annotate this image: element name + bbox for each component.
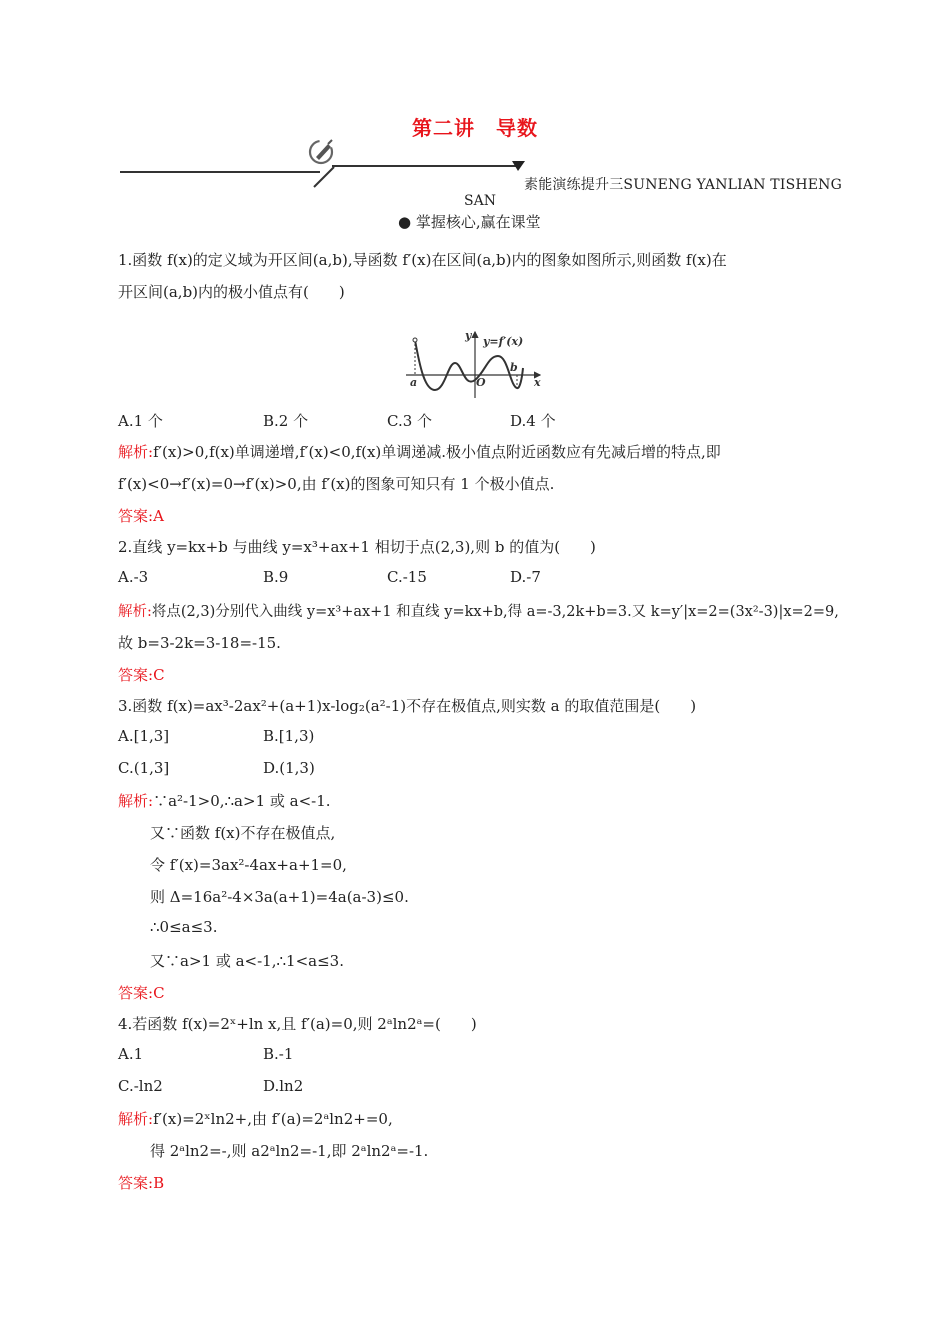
q2-analysis-line2: 故 b=3-2k=3-18=-15.: [118, 634, 281, 652]
q3-option-d[interactable]: D.(1,3): [263, 759, 315, 777]
q1-option-d[interactable]: D.4 个: [510, 412, 556, 430]
banner-text: 素能演练提升三SUNENG YANLIAN TISHENG: [524, 177, 843, 193]
q3-analysis-line1: 解析:∵a²-1>0,∴a>1 或 a<-1.: [118, 792, 331, 810]
q2-answer: 答案:C: [118, 666, 165, 684]
q1-option-c[interactable]: C.3 个: [387, 412, 433, 430]
q2-option-b[interactable]: B.9: [263, 568, 289, 586]
q4-option-d[interactable]: D.ln2: [263, 1077, 304, 1095]
q4-answer: 答案:B: [118, 1174, 165, 1192]
q4-stem: 4.若函数 f(x)=2ˣ+ln x,且 f′(a)=0,则 2ᵃln2ᵃ=( ): [118, 1015, 477, 1033]
label-o: O: [476, 376, 486, 389]
label-y: y: [465, 329, 472, 342]
q2-option-c[interactable]: C.-15: [387, 568, 427, 586]
motto-text: 掌握核心,赢在课堂: [415, 213, 541, 231]
q1-analysis-line1: 解析:f′(x)>0,f(x)单调递增,f′(x)<0,f(x)单调递减.极小值点附近函数应有先减后增的特点,即: [118, 443, 721, 461]
q1-option-b[interactable]: B.2 个: [263, 412, 309, 430]
q2-option-a[interactable]: A.-3: [118, 568, 149, 586]
banner-text-cont: SAN: [464, 193, 496, 209]
bullet-icon: ●: [398, 213, 412, 231]
q4-analysis-line2: 得 2ᵃln2=-,则 a2ᵃln2=-1,即 2ᵃln2ᵃ=-1.: [150, 1142, 429, 1160]
q3-answer: 答案:C: [118, 984, 165, 1002]
analysis-label: 解析:: [118, 792, 154, 810]
q2-option-d[interactable]: D.-7: [510, 568, 541, 586]
q4-analysis-line1: 解析:f′(x)=2ˣln2+,由 f′(a)=2ᵃln2+=0,: [118, 1110, 393, 1128]
label-b: b: [510, 361, 518, 374]
q1-stem-line2: 开区间(a,b)内的极小值点有( ): [118, 283, 345, 301]
page-title: 第二讲 导数: [412, 116, 538, 140]
analysis-label: 解析:: [118, 1110, 154, 1128]
banner-line-left: [120, 171, 320, 173]
motto: [398, 211, 541, 232]
banner-arrow-icon: [512, 160, 526, 172]
pen-logo-icon: [306, 137, 338, 167]
q3-option-a[interactable]: A.[1,3]: [118, 727, 170, 745]
q4-option-b[interactable]: B.-1: [263, 1045, 294, 1063]
q1-answer: 答案:A: [118, 507, 164, 525]
a-open-point: [413, 338, 417, 342]
q2-analysis-line1: 解析:将点(2,3)分别代入曲线 y=x³+ax+1 和直线 y=kx+b,得 a=-3,2k+b=3.又 k=y′|x=2=(3x²-3)|x=2=9,: [118, 604, 839, 620]
label-a: a: [410, 376, 418, 389]
analysis-label: 解析:: [118, 443, 154, 461]
q4-option-a[interactable]: A.1: [118, 1045, 144, 1063]
banner-line-slant: [312, 165, 342, 189]
q3-step-1: 又∵函数 f(x)不存在极值点,: [150, 824, 336, 842]
q3-step-3: 则 Δ=16a²-4×3a(a+1)=4a(a-3)≤0.: [150, 888, 409, 906]
label-func: y=f′(x): [483, 335, 524, 348]
q3-step-5: 又∵a>1 或 a<-1,∴1<a≤3.: [150, 952, 344, 970]
banner-line-right: [332, 165, 516, 167]
q1-analysis-line2: f′(x)<0→f′(x)=0→f′(x)>0,由 f′(x)的图象可知只有 1 个极小值点.: [118, 475, 555, 493]
q3-option-c[interactable]: C.(1,3]: [118, 759, 170, 777]
q3-step-2: 令 f′(x)=3ax²-4ax+a+1=0,: [150, 856, 347, 874]
label-x: x: [534, 376, 541, 389]
q1-option-a[interactable]: A.1 个: [118, 412, 163, 430]
q3-option-b[interactable]: B.[1,3): [263, 727, 315, 745]
q1-derivative-graph: [400, 328, 560, 406]
q1-stem-line1: 1.函数 f(x)的定义域为开区间(a,b),导函数 f′(x)在区间(a,b)内的图象如图所示,则函数 f(x)在: [118, 251, 727, 269]
q3-stem: 3.函数 f(x)=ax³-2ax²+(a+1)x-log₂(a²-1)不存在极值点,则实数 a 的取值范围是( ): [118, 697, 697, 715]
q2-stem: 2.直线 y=kx+b 与曲线 y=x³+ax+1 相切于点(2,3),则 b 的值为( ): [118, 538, 596, 556]
analysis-label: 解析:: [118, 604, 152, 620]
q4-option-c[interactable]: C.-ln2: [118, 1077, 163, 1095]
q3-step-4: ∴0≤a≤3.: [150, 918, 218, 936]
